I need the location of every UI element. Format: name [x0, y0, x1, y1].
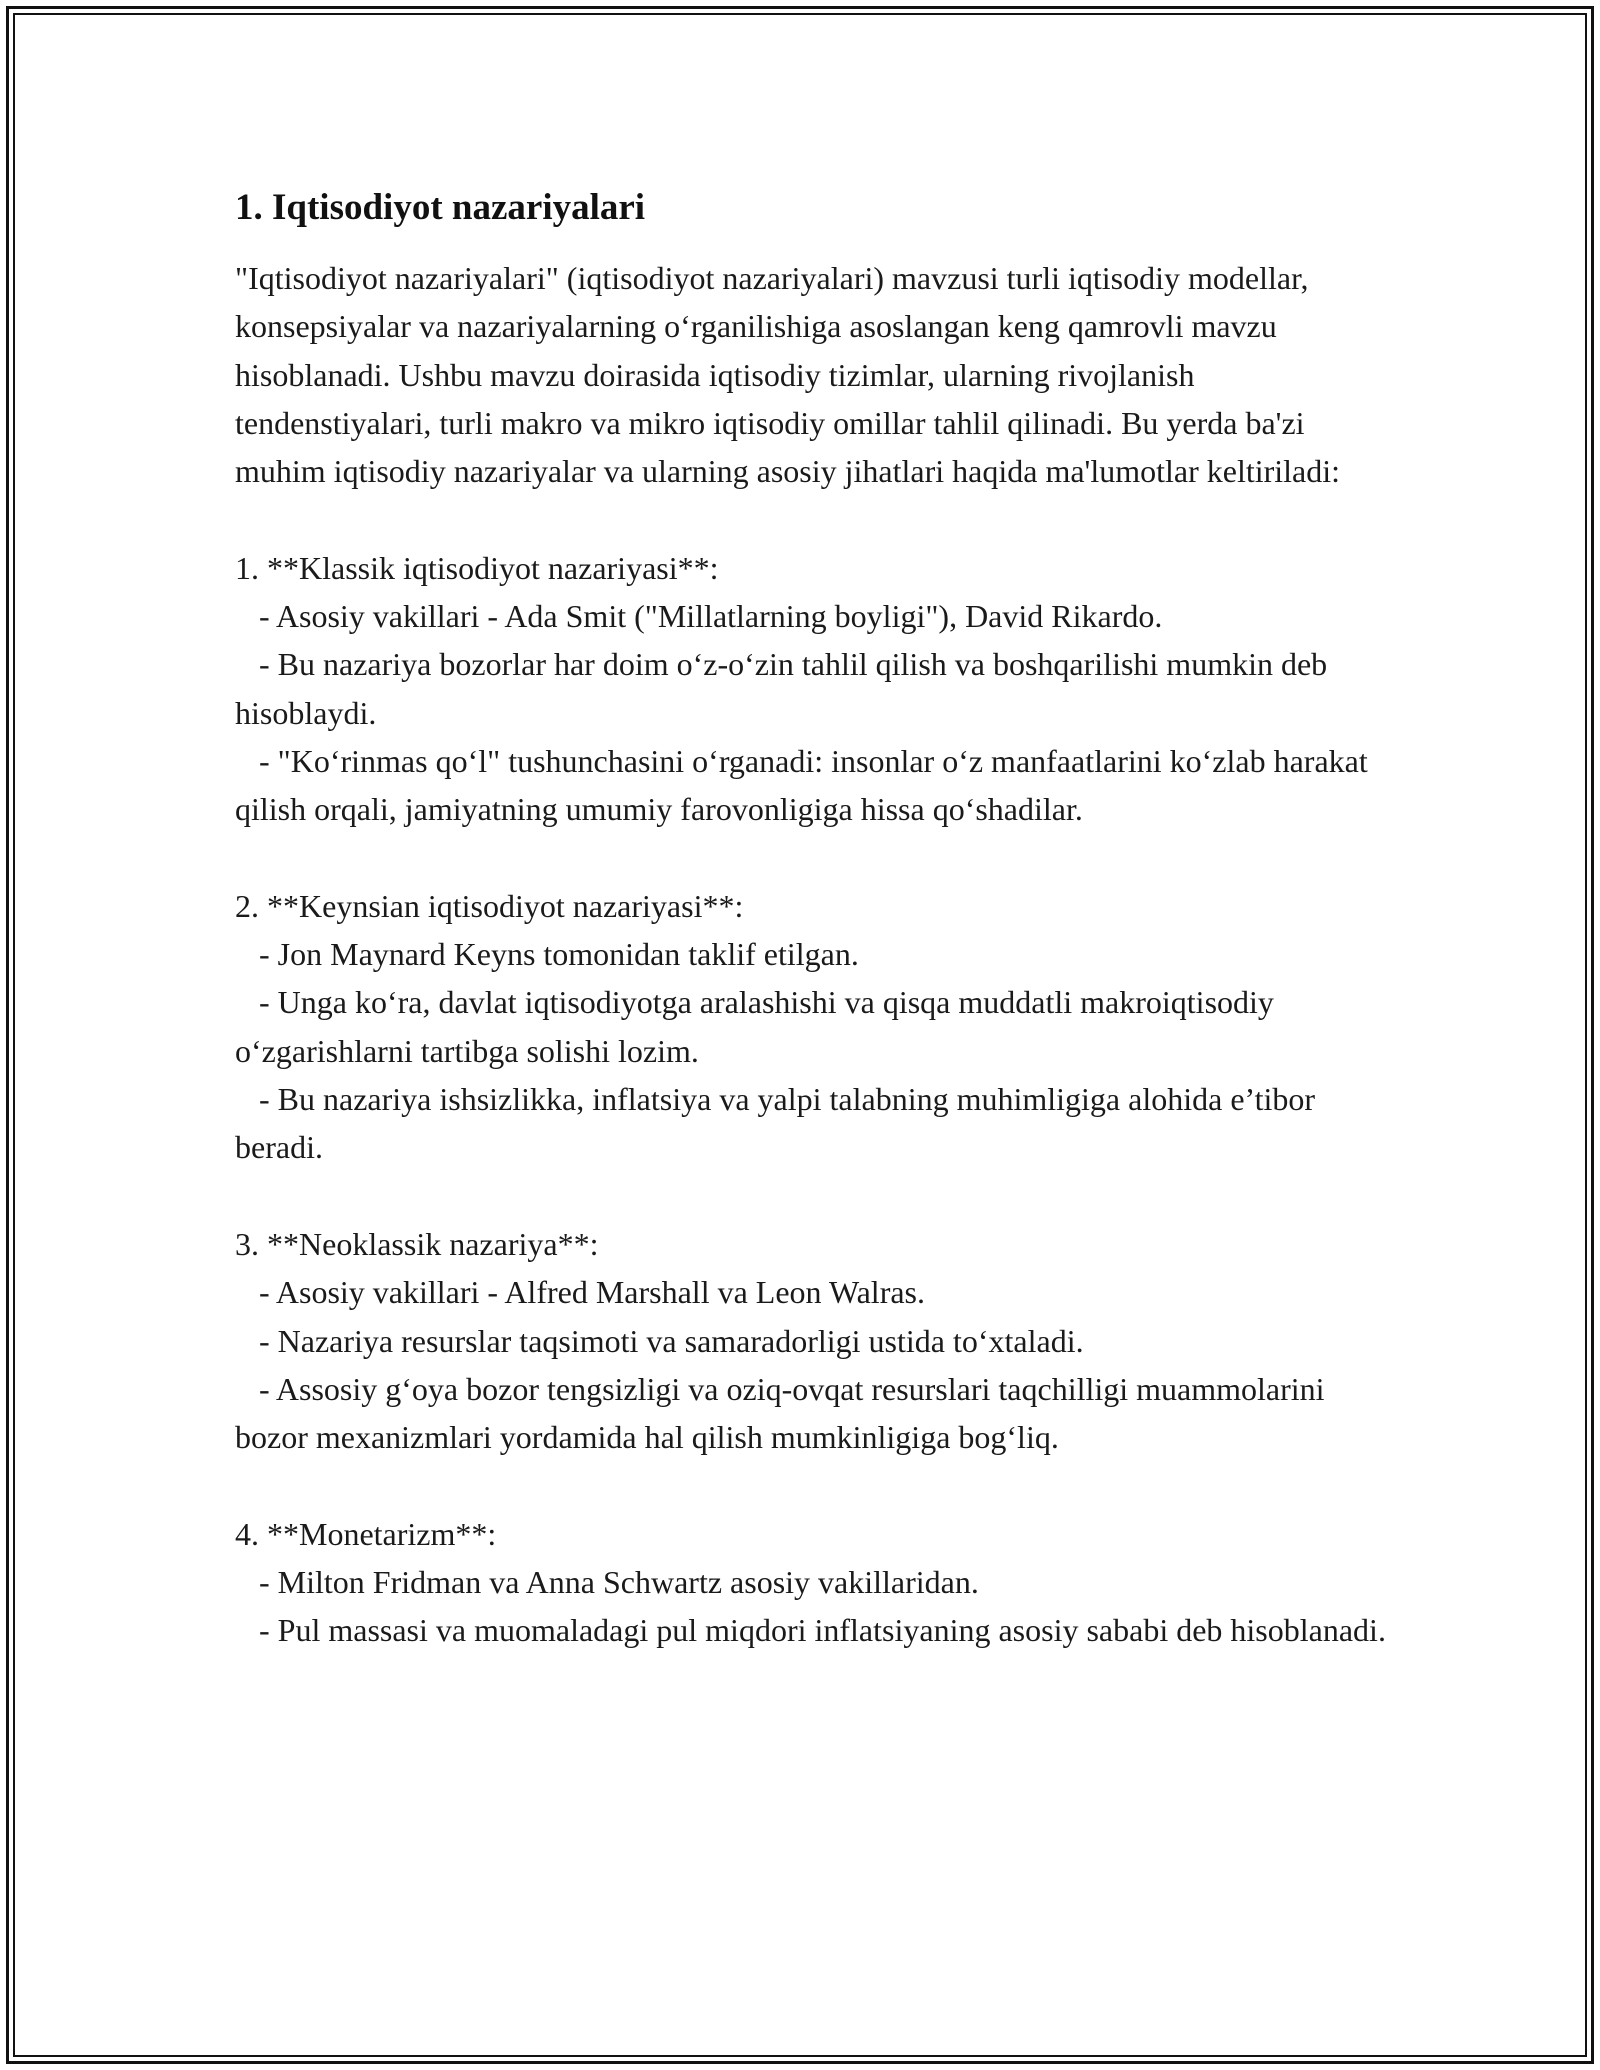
document-content	[235, 184, 1395, 1655]
section-body: "Iqtisodiyot nazariyalari" (iqtisodiyot nazariyalari) mavzusi turli iqtisodiy modellar, konsepsiyalar va nazariyalarning o‘rganilishiga asoslangan keng qamrovli mavzu hisoblanadi. Ushbu mavzu doirasida iqtisodiy tizimlar, ularning rivojlanish tendenstiyalari, turli makro va mikro iqtisodiy omillar tahlil qilinadi. Bu yerda ba'zi muhim iqtisodiy nazariyalar va ularning asosiy jihatlari haqida ma'lumotlar keltiriladi: 1. **Klassik iqtisodiyot nazariyasi**: - Asosiy vakillari - Ada Smit ("Millatlarning boyligi"), David Rikardo. - Bu nazariya bozorlar har doim o‘z-o‘zin tahlil qilish va boshqarilishi mumkin deb hisoblaydi. - "Ko‘rinmas qo‘l" tushunchasini o‘rganadi: insonlar o‘z manfaatlarini ko‘zlab harakat qilish orqali, jamiyatning umumiy farovonligiga hissa qo‘shadilar. 2. **Keynsian iqtisodiyot nazariyasi**: - Jon Maynard Keyns tomonidan taklif etilgan. - Unga ko‘ra, davlat iqtisodiyotga aralashishi va qisqa muddatli makroiqtisodiy o‘zgarishlarni tartibga solishi lozim. - Bu nazariya ishsizlikka, inflatsiya va yalpi talabning muhimligiga alohida e’tibor beradi. 3. **Neoklassik nazariya**: - Asosiy vakillari - Alfred Marshall va Leon Walras. - Nazariya resurslar taqsimoti va samaradorligi ustida to‘xtaladi. - Assosiy g‘oya bozor tengsizligi va oziq-ovqat resurslari taqchilligi muammolarini bozor mexanizmlari yordamida hal qilish mumkinligiga bog‘liq. 4. **Monetarizm**: - Milton Fridman va Anna Schwartz asosiy vakillaridan. - Pul massasi va muomaladagi pul miqdori inflatsiyaning asosiy sababi deb hisoblanadi.	[235, 260, 1386, 1649]
section-heading: 1. Iqtisodiyot nazariyalari	[235, 187, 646, 228]
